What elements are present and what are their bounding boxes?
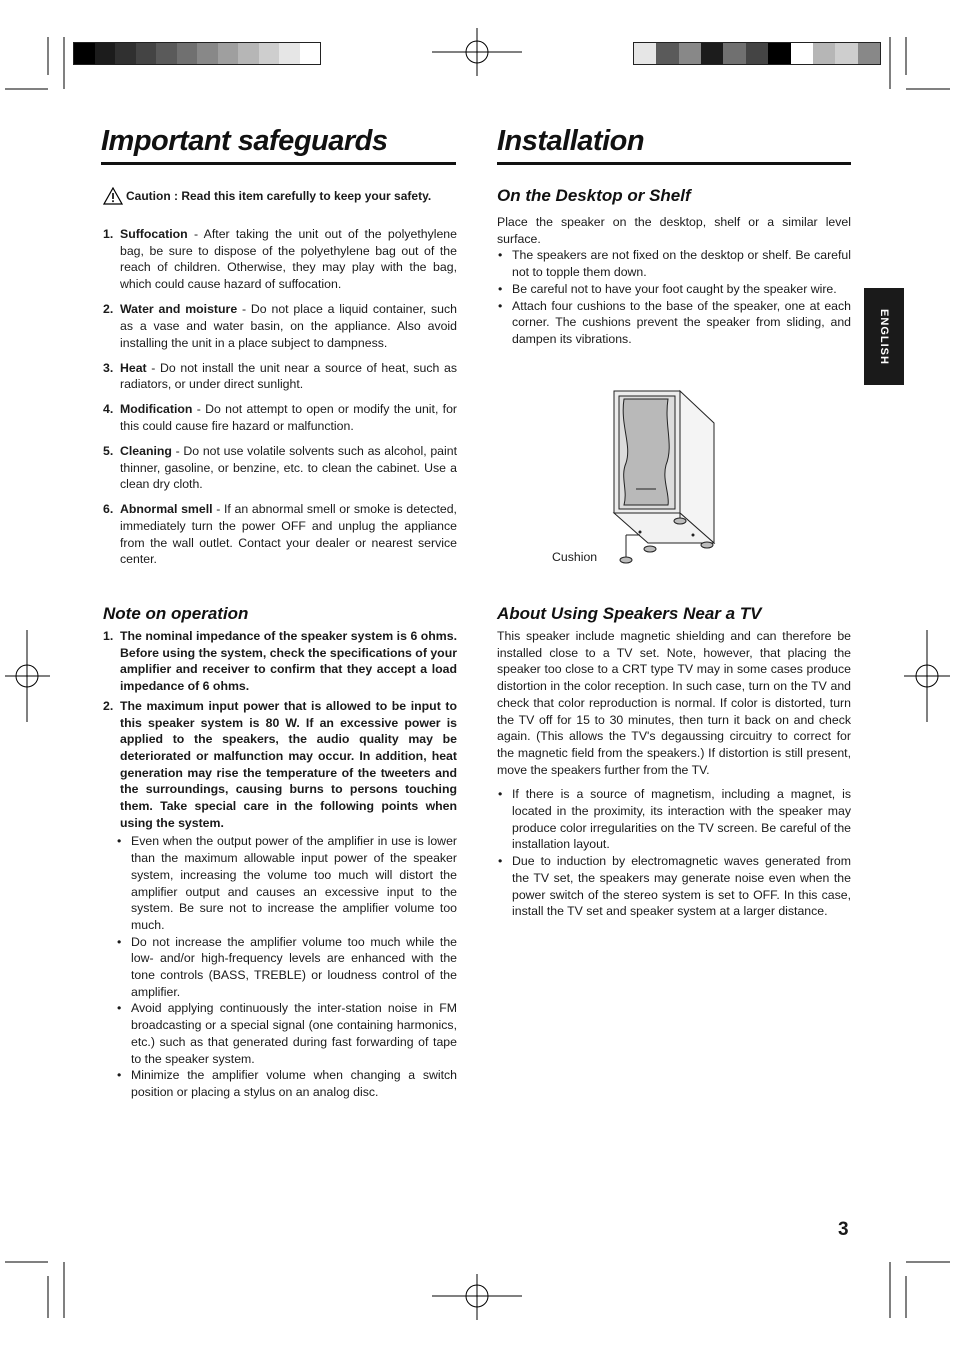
safeguard-item xyxy=(103,226,457,293)
bullet-item: • Attach four cushions to the base of the speaker, one at each corner. The cushions prevent the speaker from sliding, and dampen its vibrations. xyxy=(497,298,851,348)
item-term: Heat xyxy=(120,360,147,375)
bullet-item: • Be careful not to have your foot caught by the speaker wire. xyxy=(497,281,851,298)
tv-paragraph: This speaker include magnetic shielding and can therefore be installed close to a TV set. Note, however, that placing the speaker too close to a CRT type TV may in some cases produce distortion in the color reception. In such case, turn on the TV and check that color reproduction is normal. If color is distorted, turn the TV off for 15 to 30 minutes, then turn it back on and check again. (This allows the TV's degaussing circuitry to correct for the magnetic field from the speakers.) If distortion is still present, move the speakers further from the TV. xyxy=(497,629,851,777)
item-text: - Do not place a liquid container, such as a vase and water basin, on the appliance. Also avoid installing the unit in a place subject to dampness. xyxy=(120,302,457,350)
bullet-item: • If there is a source of magnetism, including a magnet, is located in the proximity, its interaction with the speaker may produce color irregularities on the TV screen. Be careful of the installation layout. xyxy=(497,786,851,853)
item-text: The nominal impedance of the speaker system is 6 ohms. Before using the system, check the specifications of your amplifier and receiver to confirm that they accept a load impedance of 6 ohms. xyxy=(120,629,457,694)
cushion-label: Cushion xyxy=(552,550,598,564)
item-number: 5. xyxy=(103,443,114,458)
item-text: - If an abnormal smell or smoke is detected, immediately turn the power OFF and unplug the appliance from the wall outlet. Contact your dealer or nearest service center. xyxy=(120,502,457,567)
item-text: - Do not attempt to open or modify the unit, for this could cause fire hazard or malfunction. xyxy=(120,402,457,433)
safeguards-title-rule xyxy=(101,162,456,165)
item-text: - Do not install the unit near a source of heat, such as radiators, or under direct sunlight. xyxy=(120,360,457,392)
item-number: 1. xyxy=(103,227,114,241)
desk-bullet-list xyxy=(497,247,851,347)
note-heading: Note on operation xyxy=(103,604,249,623)
tv-heading: About Using Speakers Near a TV xyxy=(497,604,762,623)
item-number: 2. xyxy=(103,302,114,317)
safeguard-item xyxy=(103,443,457,493)
note-list xyxy=(103,628,457,831)
item-text: The maximum input power that is allowed to be input to this speaker system is 80 W. If an excessive power is applied to the speakers, the audio quality may be deteriorated or malfunction may occur. In addition, heat generation may rise the temperature of the tweeters and the surroundings, causing burns to persons touching them. Take special care in the following points when using the system. xyxy=(120,698,457,830)
item-number: 6. xyxy=(103,502,114,517)
safeguard-item xyxy=(103,401,457,434)
item-text: - After taking the unit out of the polyethylene bag, be sure to dispose of the polyethylene bag out of the reach of children. Otherwise, they may play with the bag, which could cause hazard of suffocation. xyxy=(120,227,457,292)
page-number: 3 xyxy=(838,1219,849,1240)
item-term: Water and moisture xyxy=(120,302,238,317)
item-number: 2. xyxy=(103,698,114,713)
note-bullet-list xyxy=(116,833,457,1100)
tv-block xyxy=(497,628,851,920)
desk-block xyxy=(497,214,851,348)
caution-text: Caution : Read this item carefully to keep your safety. xyxy=(126,189,432,203)
caution-line xyxy=(103,187,431,205)
item-number: 4. xyxy=(103,402,114,417)
bullet-item: • Do not increase the amplifier volume too much while the low- and/or high-frequency levels are enhanced with the tone controls (BASS, TREBLE) or loudness control of the amplifier. xyxy=(116,934,457,1001)
bullet-item: • Avoid applying continuously the inter-station noise in FM broadcasting or a special signal (one containing harmonics, etc.) such as that generated during fast forwarding of tape to the speaker system. xyxy=(116,1000,457,1067)
item-number: 1. xyxy=(103,629,114,643)
note-item xyxy=(103,628,457,695)
speaker-illustration xyxy=(600,385,725,570)
safeguard-item xyxy=(103,501,457,568)
safeguards-list xyxy=(103,226,457,576)
bullet-item: • Even when the output power of the amplifier in use is lower than the maximum allowable input power of the speaker system, increasing the volume too much will distort the amplifier output and causes an excessive input to the system. Be sure not to increase the amplifier volume too much. xyxy=(116,833,457,933)
item-term: Modification xyxy=(120,402,193,417)
bullet-item: • Minimize the amplifier volume when changing a switch position or placing a stylus on an analog disc. xyxy=(116,1067,457,1100)
safeguard-item xyxy=(103,360,457,393)
warning-icon xyxy=(103,187,123,205)
bullet-item: • The speakers are not fixed on the desktop or shelf. Be careful not to topple them down. xyxy=(497,247,851,280)
bullet-item: • Due to induction by electromagnetic waves generated from the TV set, the speakers may generate noise even when the power switch of the stereo system is set to OFF. In this case, install the TV set and speaker system at a larger distance. xyxy=(497,853,851,920)
note-item xyxy=(103,698,457,832)
language-tab-label: ENGLISH xyxy=(878,308,890,365)
language-tab xyxy=(864,288,904,385)
item-term: Cleaning xyxy=(120,443,172,458)
note-block xyxy=(103,628,457,1101)
desk-heading: On the Desktop or Shelf xyxy=(497,186,691,205)
item-text: - Do not use volatile solvents such as alcohol, paint thinner, gasoline, or benzine, etc. to clean the cabinet. Use a clean dry cloth. xyxy=(120,443,457,492)
safeguard-item xyxy=(103,301,457,351)
installation-title: Installation xyxy=(497,125,645,157)
safeguards-title: Important safeguards xyxy=(101,125,388,157)
item-term: Abnormal smell xyxy=(120,502,213,517)
item-number: 3. xyxy=(103,360,114,375)
item-term: Suffocation xyxy=(120,227,188,241)
tv-bullet-list xyxy=(497,786,851,920)
desk-intro: Place the speaker on the desktop, shelf or a similar level surface. xyxy=(497,215,851,246)
installation-title-rule xyxy=(497,162,851,165)
